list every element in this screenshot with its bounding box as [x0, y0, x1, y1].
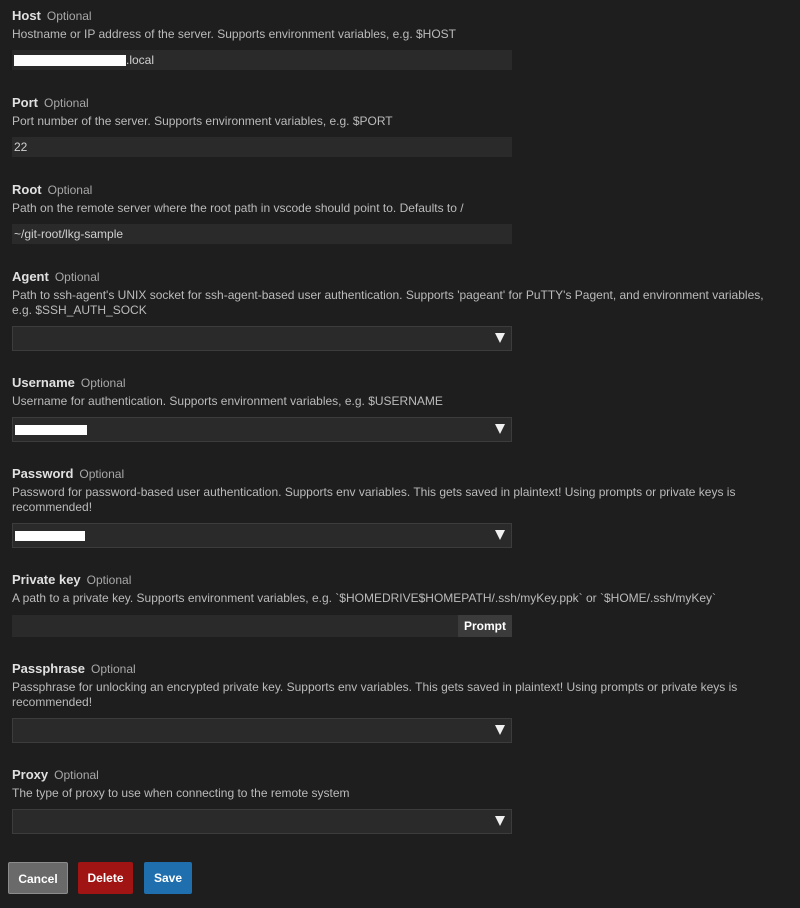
- proxy-optional-tag: Optional: [54, 768, 99, 782]
- private-key-field: [12, 572, 792, 606]
- root-optional-tag: Optional: [47, 183, 93, 197]
- redacted-username: [15, 425, 87, 435]
- username-field: [12, 375, 792, 409]
- private-key-label: Private key: [12, 572, 81, 587]
- port-input[interactable]: [12, 137, 512, 157]
- agent-label: Agent: [12, 269, 49, 284]
- password-optional-tag: Optional: [79, 467, 125, 481]
- save-button[interactable]: Save: [144, 862, 192, 894]
- username-description: Username for authentication. Supports environment variables, e.g. $USERNAME: [12, 394, 443, 408]
- private-key-description: A path to a private key. Supports environment variables, e.g. `$HOMEDRIVE$HOMEPATH/.ssh/myKey.ppk` or `$HOME/.ssh/myKey`: [12, 591, 717, 605]
- root-field: [12, 182, 792, 216]
- agent-select[interactable]: [12, 326, 512, 351]
- chevron-down-icon: [495, 725, 505, 735]
- proxy-field: [12, 767, 792, 801]
- delete-button[interactable]: Delete: [78, 862, 133, 894]
- redacted-hostname: [14, 55, 126, 66]
- private-key-optional-tag: Optional: [86, 573, 132, 587]
- proxy-select[interactable]: [12, 809, 512, 834]
- agent-optional-tag: Optional: [54, 270, 100, 284]
- port-label: Port: [12, 95, 38, 110]
- chevron-down-icon: [495, 530, 505, 540]
- username-select[interactable]: [12, 417, 512, 442]
- agent-field: [12, 269, 792, 318]
- username-optional-tag: Optional: [80, 376, 126, 390]
- host-input[interactable]: [12, 50, 512, 70]
- proxy-description: The type of proxy to use when connecting to the remote system: [12, 786, 350, 800]
- chevron-down-icon: [495, 816, 505, 826]
- host-description: Hostname or IP address of the server. Supports environment variables, e.g. $HOST: [12, 27, 456, 41]
- host-label: Host: [12, 8, 41, 23]
- port-input-value: 22: [14, 140, 28, 154]
- passphrase-select[interactable]: [12, 718, 512, 743]
- password-description: Password for password-based user authentication. Supports env variables. This gets saved in plaintext! Using prompts or private keys is recommended!: [12, 485, 736, 514]
- root-label: Root: [12, 182, 42, 197]
- redacted-password: [15, 531, 85, 541]
- port-optional-tag: Optional: [44, 96, 89, 110]
- passphrase-field: [12, 661, 792, 710]
- passphrase-description: Passphrase for unlocking an encrypted private key. Supports env variables. This gets saved in plaintext! Using prompts or private keys is recommended!: [12, 680, 738, 709]
- root-description: Path on the remote server where the root path in vscode should point to. Defaults to /: [12, 201, 464, 215]
- username-label: Username: [12, 375, 75, 390]
- port-field: [12, 95, 792, 129]
- passphrase-label: Passphrase: [12, 661, 85, 676]
- proxy-label: Proxy: [12, 767, 49, 782]
- cancel-button[interactable]: Cancel: [8, 862, 68, 894]
- host-optional-tag: Optional: [46, 9, 92, 23]
- password-select[interactable]: [12, 523, 512, 548]
- private-key-row: [12, 615, 512, 637]
- passphrase-optional-tag: Optional: [91, 662, 136, 676]
- chevron-down-icon: [495, 424, 505, 434]
- private-key-input[interactable]: [12, 616, 458, 636]
- host-input-value: .local: [126, 53, 155, 67]
- password-label: Password: [12, 466, 74, 481]
- root-input-value: ~/git-root/lkg-sample: [14, 227, 124, 241]
- root-input[interactable]: [12, 224, 512, 244]
- chevron-down-icon: [495, 333, 505, 343]
- password-field: [12, 466, 792, 515]
- port-description: Port number of the server. Supports environment variables, e.g. $PORT: [12, 114, 393, 128]
- host-field: [12, 8, 792, 42]
- prompt-button[interactable]: Prompt: [458, 615, 512, 637]
- agent-description: Path to ssh-agent's UNIX socket for ssh-agent-based user authentication. Supports 'pageant' for PuTTY's Pagent, and environment variables, e.g. $SSH_AUTH_SOCK: [12, 288, 764, 317]
